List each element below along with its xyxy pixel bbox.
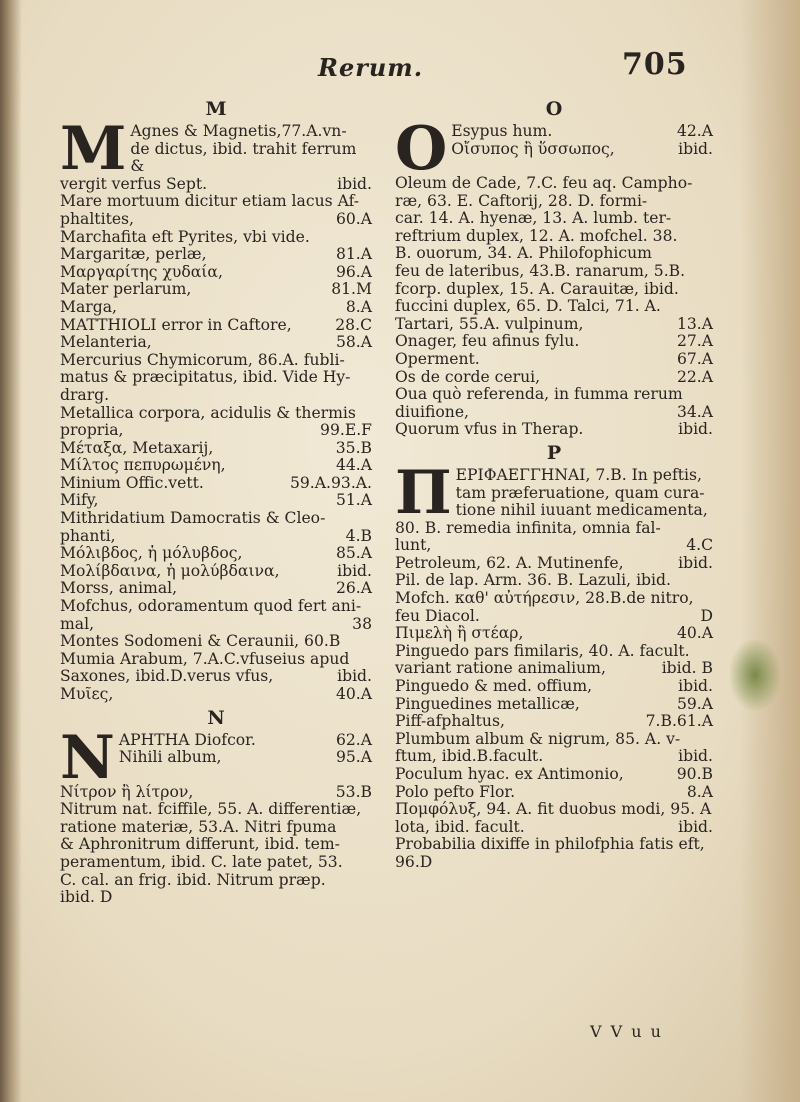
entry-text: phaltites,	[60, 209, 135, 228]
page-reference: ibid.	[337, 667, 372, 686]
entry-text: feu Diacol.	[395, 606, 480, 625]
page-reference: 35.B	[335, 438, 372, 457]
index-entry	[60, 475, 372, 493]
entry-text: ΕΡΙΦΑΕΓΓΗΝΑΙ, 7.B. In peftis, tam præferuatione, quam cura- tione nihil iuuant medicamenta,	[455, 465, 708, 520]
entry-text: vergit verfus Sept.	[60, 174, 208, 193]
page-reference: 34.A	[676, 402, 713, 421]
entry-text: Pinguedo pars fimilaris, 40. A. facult.	[395, 641, 690, 660]
index-entry	[395, 281, 713, 299]
entry-text: Saxones, ibid.D.verus vfus,	[60, 667, 274, 686]
index-entry	[60, 651, 372, 669]
index-entry	[60, 281, 372, 299]
entry-text: Νίτρον ἢ λίτρον,	[60, 782, 194, 801]
entry-text: Melanteria,	[60, 333, 152, 352]
index-list-n	[60, 722, 372, 907]
entry-text: Μόλιβδος, ἡ μόλυβδος,	[60, 544, 243, 563]
page-reference: ibid.	[678, 817, 713, 836]
entry-text: APHTHA Diofcor. Nihili album,	[118, 730, 256, 767]
page-reference: 53.B	[335, 782, 372, 801]
entry-text: Mify,	[60, 491, 99, 510]
index-entry	[395, 801, 713, 819]
entry-text: Μέταξα, Metaxarij,	[60, 438, 214, 457]
index-entry	[60, 334, 372, 352]
drop-cap: N	[60, 722, 115, 793]
page-reference: 38	[352, 614, 372, 633]
entry-text: ibid. D	[60, 888, 113, 907]
index-entry	[395, 660, 713, 678]
section-letter-o: O	[545, 98, 563, 120]
index-entry	[60, 387, 372, 405]
index-entry	[395, 748, 713, 766]
index-entry	[60, 193, 372, 211]
running-title: Rerum.	[318, 53, 424, 82]
index-entry	[60, 801, 372, 819]
index-entry	[60, 580, 372, 598]
entry-text: Mercurius Chymicorum, 86.A. fubli-	[60, 350, 345, 369]
page-reference: 62.A 95.A	[335, 730, 372, 767]
index-entry	[395, 351, 713, 369]
index-entry	[60, 633, 372, 651]
page-reference: 4.C	[686, 536, 713, 555]
index-entry	[395, 696, 713, 714]
entry-text: Onager, feu afinus fylu.	[395, 332, 580, 351]
index-entry	[395, 625, 713, 643]
entry-text: matus & præcipitatus, ibid. Vide Hy-	[60, 368, 351, 387]
entry-text: mal,	[60, 614, 95, 633]
entry-text: Μαργαρίτης χυδαία,	[60, 262, 223, 281]
entry-text: Μολίβδαινα, ἡ μολύβδαινα,	[60, 561, 280, 580]
index-entry	[60, 528, 372, 546]
entry-text: Oleum de Cade, 7.C. feu aq. Campho-	[395, 174, 693, 192]
entry-text: Nitrum nat. fciffile, 55. A. differentiæ,	[60, 800, 362, 819]
entry-text: Pinguedo & med. offium,	[395, 677, 593, 696]
entry-text: feu de lateribus, 43.B. ranarum, 5.B.	[395, 261, 686, 280]
index-entry	[60, 405, 372, 423]
entry-text: Marchafita eft Pyrites, vbi vide.	[60, 227, 310, 246]
entry-text: Polo pefto Flor.	[395, 782, 516, 801]
page-reference: 26.A	[335, 579, 372, 598]
index-entry	[60, 784, 372, 802]
index-entry	[60, 246, 372, 264]
entry-text: car. 14. A. hyenæ, 13. A. lumb. ter-	[395, 209, 672, 228]
entry-text: peramentum, ibid. C. late patet, 53.	[60, 852, 343, 871]
index-entry	[395, 316, 713, 334]
entry-text: Mumia Arabum, 7.A.C.vfuseius apud	[60, 649, 350, 668]
index-entry	[60, 369, 372, 387]
entry-text: ræ, 63. E. Caftorij, 28. D. formi-	[395, 191, 648, 210]
index-entry	[60, 510, 372, 528]
index-entry	[60, 668, 372, 686]
index-entry	[395, 608, 713, 626]
entry-text: lota, ibid. facult.	[395, 817, 525, 836]
entry-text: Metallica corpora, acidulis & thermis	[60, 403, 356, 422]
index-entry	[60, 211, 372, 229]
index-entry	[395, 520, 713, 538]
page-reference: ibid.	[337, 174, 372, 193]
index-entry	[395, 175, 713, 193]
entry-text: C. cal. an frig. ibid. Nitrum præp.	[60, 870, 326, 889]
entry-text: Πιμελὴ ἢ στέαρ,	[395, 624, 524, 643]
page-reference: 81.M	[331, 280, 372, 299]
index-entry	[60, 563, 372, 581]
entry-text: reftrium duplex, 12. A. mofchel. 38.	[395, 226, 678, 245]
index-entry	[395, 228, 713, 246]
page-reference: 8.A	[686, 782, 713, 801]
index-entry	[60, 352, 372, 370]
page-reference: 40.A	[335, 685, 372, 703]
page-reference: 27.A	[676, 332, 713, 351]
page-reference: 96.A	[335, 262, 372, 281]
index-entry	[395, 421, 713, 439]
drop-cap: Π	[395, 457, 452, 528]
entry-text: Petroleum, 62. A. Mutinenfe,	[395, 553, 624, 572]
page-reference: 58.A	[335, 333, 372, 352]
entry-text: Μυῖες,	[60, 685, 114, 703]
entry-text: Pinguedines metallicæ,	[395, 694, 580, 713]
entry-text: Quorum vfus in Therap.	[395, 420, 584, 439]
entry-text: Poculum hyac. ex Antimonio,	[395, 765, 624, 783]
page-reference: 59.A.93.A.	[289, 473, 372, 492]
page-reference: 13.A	[676, 314, 713, 333]
index-entry	[395, 386, 713, 404]
entry-text: Μίλτος πεπυρωμένη,	[60, 456, 226, 475]
index-list-o	[395, 114, 713, 439]
entry-text: propria,	[60, 421, 124, 440]
page-reference: 8.A	[345, 297, 372, 316]
page-reference: 51.A	[335, 491, 372, 510]
page-reference: 59.A	[676, 694, 713, 713]
entry-text: diuifione,	[395, 402, 470, 421]
page-reference: 67.A	[676, 349, 713, 368]
left-column	[60, 95, 372, 907]
entry-text: ftum, ibid.B.facult.	[395, 747, 544, 766]
entry-text: phanti,	[60, 526, 116, 545]
index-entry	[395, 678, 713, 696]
entry-text: Mofch. καθ' αὐτήρεσιν, 28.B.de nitro,	[395, 589, 694, 608]
index-entry	[395, 263, 713, 281]
section-letter-m: M	[205, 98, 227, 120]
index-entry	[60, 457, 372, 475]
page-reference: 90.B	[676, 765, 713, 783]
entry-text: Minium Offic.vett.	[60, 473, 204, 492]
page-number: 705	[622, 47, 688, 82]
entry-text: fuccini duplex, 65. D. Talci, 71. A.	[395, 297, 661, 316]
entry-text: MATTHIOLI error in Caftore,	[60, 315, 292, 334]
page-reference: 81.A	[335, 245, 372, 264]
entry-text: 80. B. remedia infinita, omnia fal-	[395, 518, 661, 537]
page-reference: 22.A	[676, 367, 713, 386]
entry-text: Mare mortuum dicitur etiam lacus Af-	[60, 192, 360, 211]
page-reference: ibid.	[678, 747, 713, 766]
page-header	[0, 45, 800, 95]
index-entry	[60, 492, 372, 510]
page-reference: 7.B.61.A	[645, 712, 713, 731]
entry-text: Marga,	[60, 297, 117, 316]
page-reference: D	[700, 606, 713, 625]
paper-stain	[730, 640, 780, 710]
entry-text: Mater perlarum,	[60, 280, 192, 299]
entry-text: 96.D	[395, 852, 433, 871]
entry-text: B. ouorum, 34. A. Philofophicum	[395, 244, 652, 263]
index-entry	[60, 176, 372, 194]
index-list-p	[395, 457, 713, 872]
section-letter-p: P	[546, 441, 562, 464]
index-entry	[60, 598, 372, 616]
page-reference: 42.A ibid.	[676, 122, 713, 158]
index-list-m	[60, 114, 372, 704]
index-entry	[60, 836, 372, 854]
index-entry	[60, 264, 372, 282]
index-entry	[395, 369, 713, 387]
index-entry	[395, 643, 713, 661]
right-column	[395, 95, 713, 872]
page-reference: ibid.	[678, 677, 713, 696]
entry-text: Montes Sodomeni & Ceraunii, 60.B	[60, 632, 341, 651]
index-entry	[60, 889, 372, 907]
page-reference: ibid. B	[661, 659, 713, 678]
entry-text: fcorp. duplex, 15. A. Carauitæ, ibid.	[395, 279, 679, 298]
index-entry	[60, 422, 372, 440]
index-entry	[60, 854, 372, 872]
signature-mark: V V u u	[590, 1022, 663, 1041]
page-reference: ibid.	[678, 553, 713, 572]
index-entry	[60, 872, 372, 890]
page-edge-right	[740, 0, 800, 1102]
page-reference: 85.A	[335, 544, 372, 563]
entry-text: Agnes & Magnetis,77.A.vn- de dictus, ibid. trahit ferrum &	[130, 122, 357, 176]
entry-text: Margaritæ, perlæ,	[60, 245, 207, 264]
entry-text: Tartari, 55.A. vulpinum,	[395, 314, 584, 333]
entry-text: Πομφόλυξ, 94. A. fit duobus modi, 95. A	[395, 800, 712, 819]
index-entry	[395, 819, 713, 837]
index-entry	[60, 819, 372, 837]
drop-cap: M	[60, 114, 127, 184]
index-entry	[395, 713, 713, 731]
entry-text: Mofchus, odoramentum quod fert ani-	[60, 597, 362, 616]
entry-text: Mithridatium Damocratis & Cleo-	[60, 509, 326, 528]
entry-text: drarg.	[60, 385, 110, 404]
index-entry	[60, 317, 372, 335]
index-entry	[60, 686, 372, 704]
page-reference: 44.A	[335, 456, 372, 475]
entry-text: Plumbum album & nigrum, 85. A. v-	[395, 729, 681, 748]
page-reference: 99.E.F	[320, 421, 372, 440]
index-entry	[60, 545, 372, 563]
index-entry	[395, 854, 713, 872]
entry-text: Oua quò referenda, in fumma rerum	[395, 385, 683, 404]
index-entry	[60, 440, 372, 458]
entry-text: Probabilia dixiffe in philofphia fatis eft,	[395, 835, 705, 854]
index-entry	[395, 766, 713, 784]
index-entry	[395, 537, 713, 555]
index-entry	[395, 404, 713, 422]
section-letter-n: N	[207, 706, 225, 729]
page-reference: ibid.	[678, 420, 713, 439]
entry-text: Operment.	[395, 349, 480, 368]
page-reference: 60.A	[335, 209, 372, 228]
entry-text: Esypus hum. Οἴσυπος ἢ ὕσσωπος,	[451, 122, 615, 158]
index-entry	[60, 299, 372, 317]
entry-text: Piff-afphaltus,	[395, 712, 505, 731]
index-entry	[395, 590, 713, 608]
entry-text: Os de corde cerui,	[395, 367, 541, 386]
index-entry	[395, 298, 713, 316]
index-entry	[395, 572, 713, 590]
index-entry	[395, 784, 713, 802]
drop-cap: O	[395, 114, 448, 184]
index-entry	[395, 333, 713, 351]
page-edge-shadow	[0, 0, 22, 1102]
index-entry	[395, 210, 713, 228]
entry-text: Morss, animal,	[60, 579, 178, 598]
page-reference: 28.C	[335, 315, 372, 334]
entry-text: Pil. de lap. Arm. 36. B. Lazuli, ibid.	[395, 571, 671, 590]
index-entry	[395, 555, 713, 573]
index-entry	[60, 616, 372, 634]
index-entry	[395, 193, 713, 211]
page-reference: ibid.	[337, 561, 372, 580]
index-entry	[395, 245, 713, 263]
entry-text: ratione materiæ, 53.A. Nitri fpuma	[60, 817, 337, 836]
entry-text: variant ratione animalium,	[395, 659, 606, 678]
index-entry	[395, 731, 713, 749]
entry-text: & Aphronitrum differunt, ibid. tem-	[60, 835, 340, 854]
entry-text: lunt,	[395, 536, 432, 555]
page-reference: 4.B	[345, 526, 372, 545]
page-reference: 40.A	[676, 624, 713, 643]
index-entry	[395, 836, 713, 854]
index-entry	[60, 229, 372, 247]
